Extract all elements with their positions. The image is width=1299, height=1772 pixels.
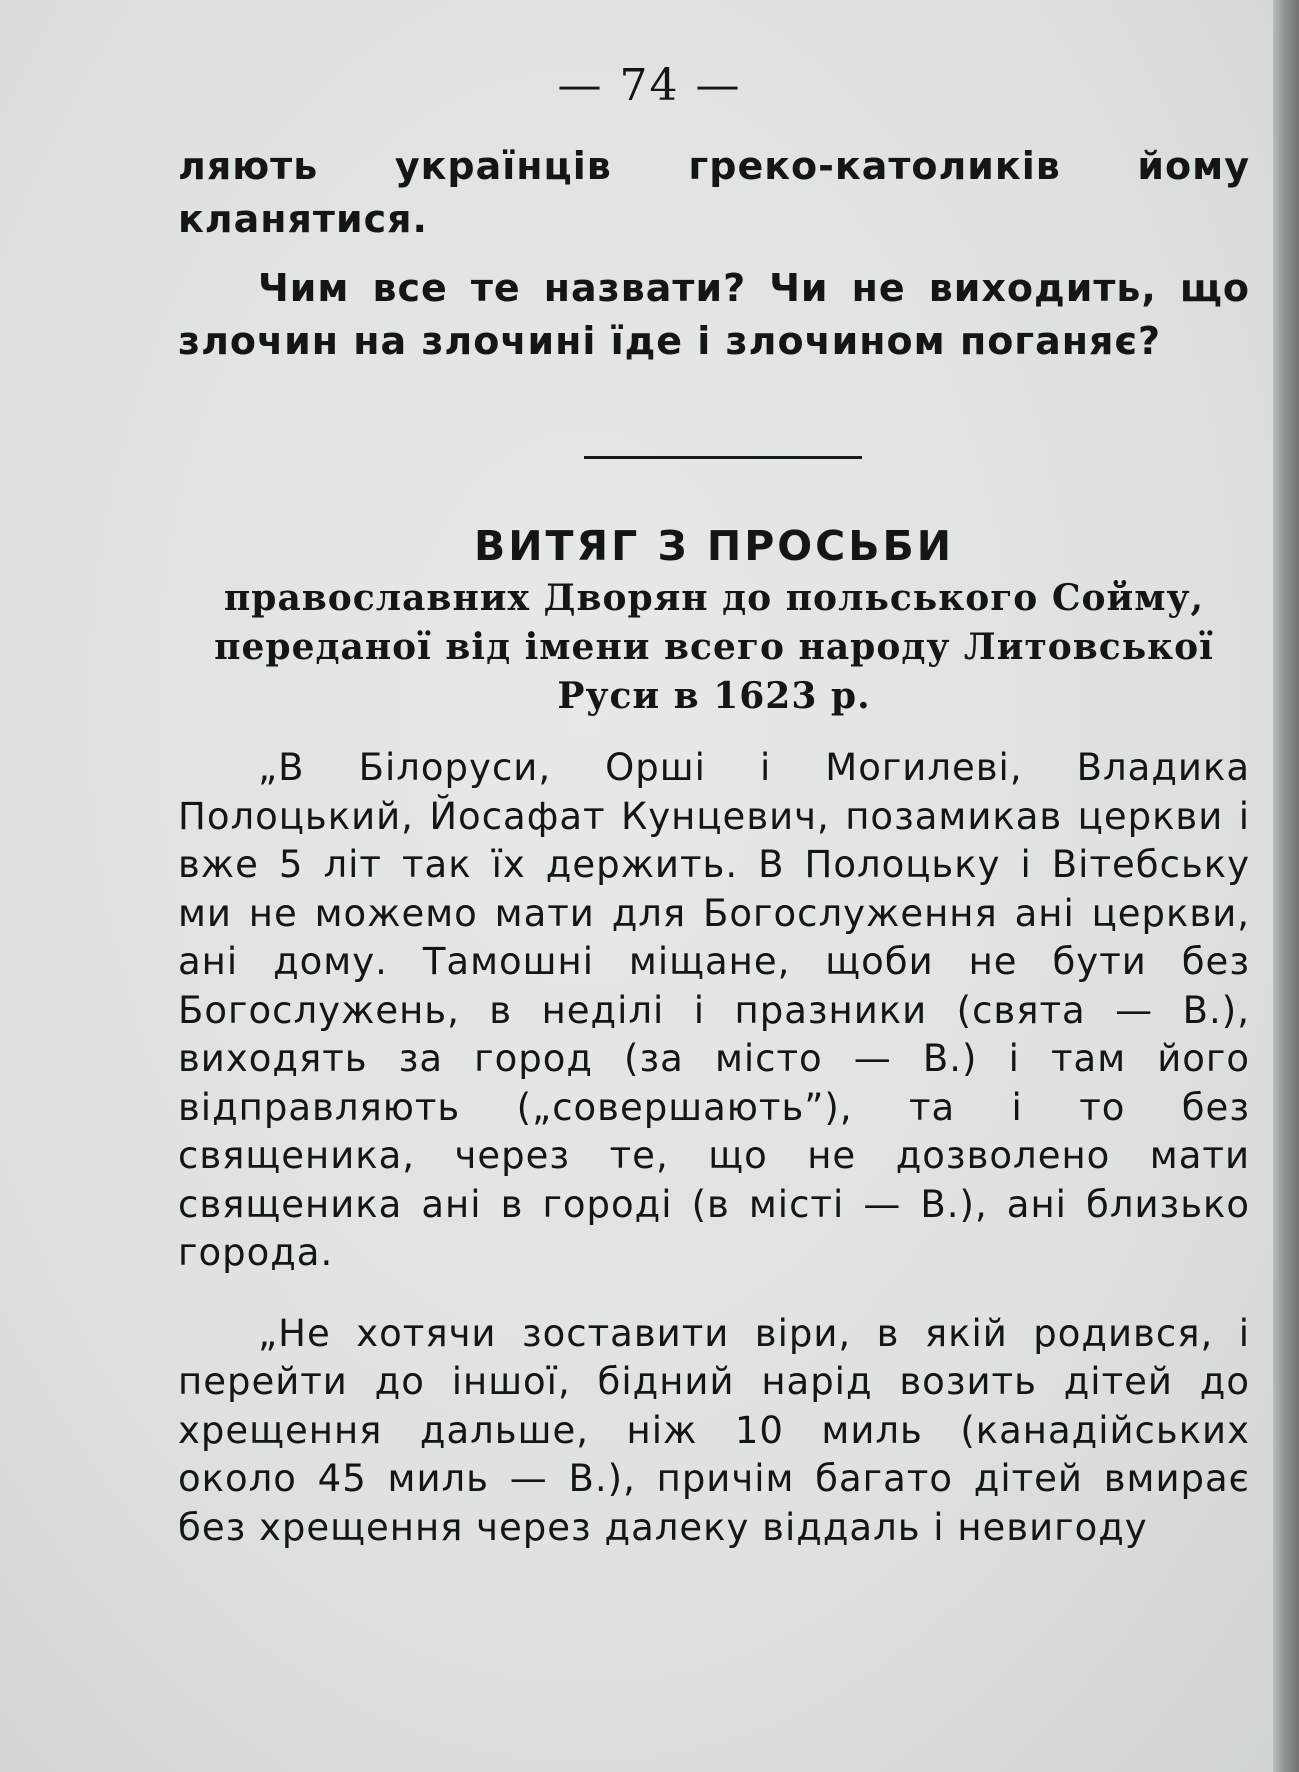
body-paragraph-1: „В Білоруси, Орші і Могилеві, Владика Полоцький, Йосафат Кунцевич, позамикав церкви і вже 5 літ так їх держить. В Полоцьку і Вітебську ми не можемо мати для Богослуження ані церкви, ані дому. Тамошні міщане, щоби не бути без Богослужень, в неділі і празники (свята — В.), виходять за город (за місто — В.) і там його відправляють („совершають”), та і то без священика, через те, що не дозволено мати священика ані в городі (в місті — В.), ані близько города.: [178, 746, 1250, 1274]
intro-paragraph-1: ляють українців греко-католиків йому кланятися.: [178, 144, 1250, 241]
section-divider: [584, 456, 862, 459]
section-body: [178, 744, 1250, 1552]
book-spine-edge: [1273, 0, 1299, 1772]
page-number: — 74 —: [557, 60, 742, 111]
section-heading: ВИТЯГ З ПРОСЬБИ: [473, 522, 955, 570]
section-subheading: православних Дворян до польського Сойму, переданої від імени всего народу Литовської Руси в 1623 р.: [214, 577, 1214, 717]
body-paragraph-2: „Не хотячи зоставити віри, в якій родився, і перейти до іншої, бідний нарід возить дітей до хрещення дальше, ніж 10 миль (канадійських около 45 миль — В.), причім багато дітей вмирає без хрещення через далеку віддаль і невигоду: [178, 1311, 1250, 1549]
intro-paragraph-2: Чим все те назвати? Чи не виходить, що злочин на злочині їде і злочином поганяє?: [178, 266, 1250, 363]
intro-text: [178, 140, 1250, 368]
